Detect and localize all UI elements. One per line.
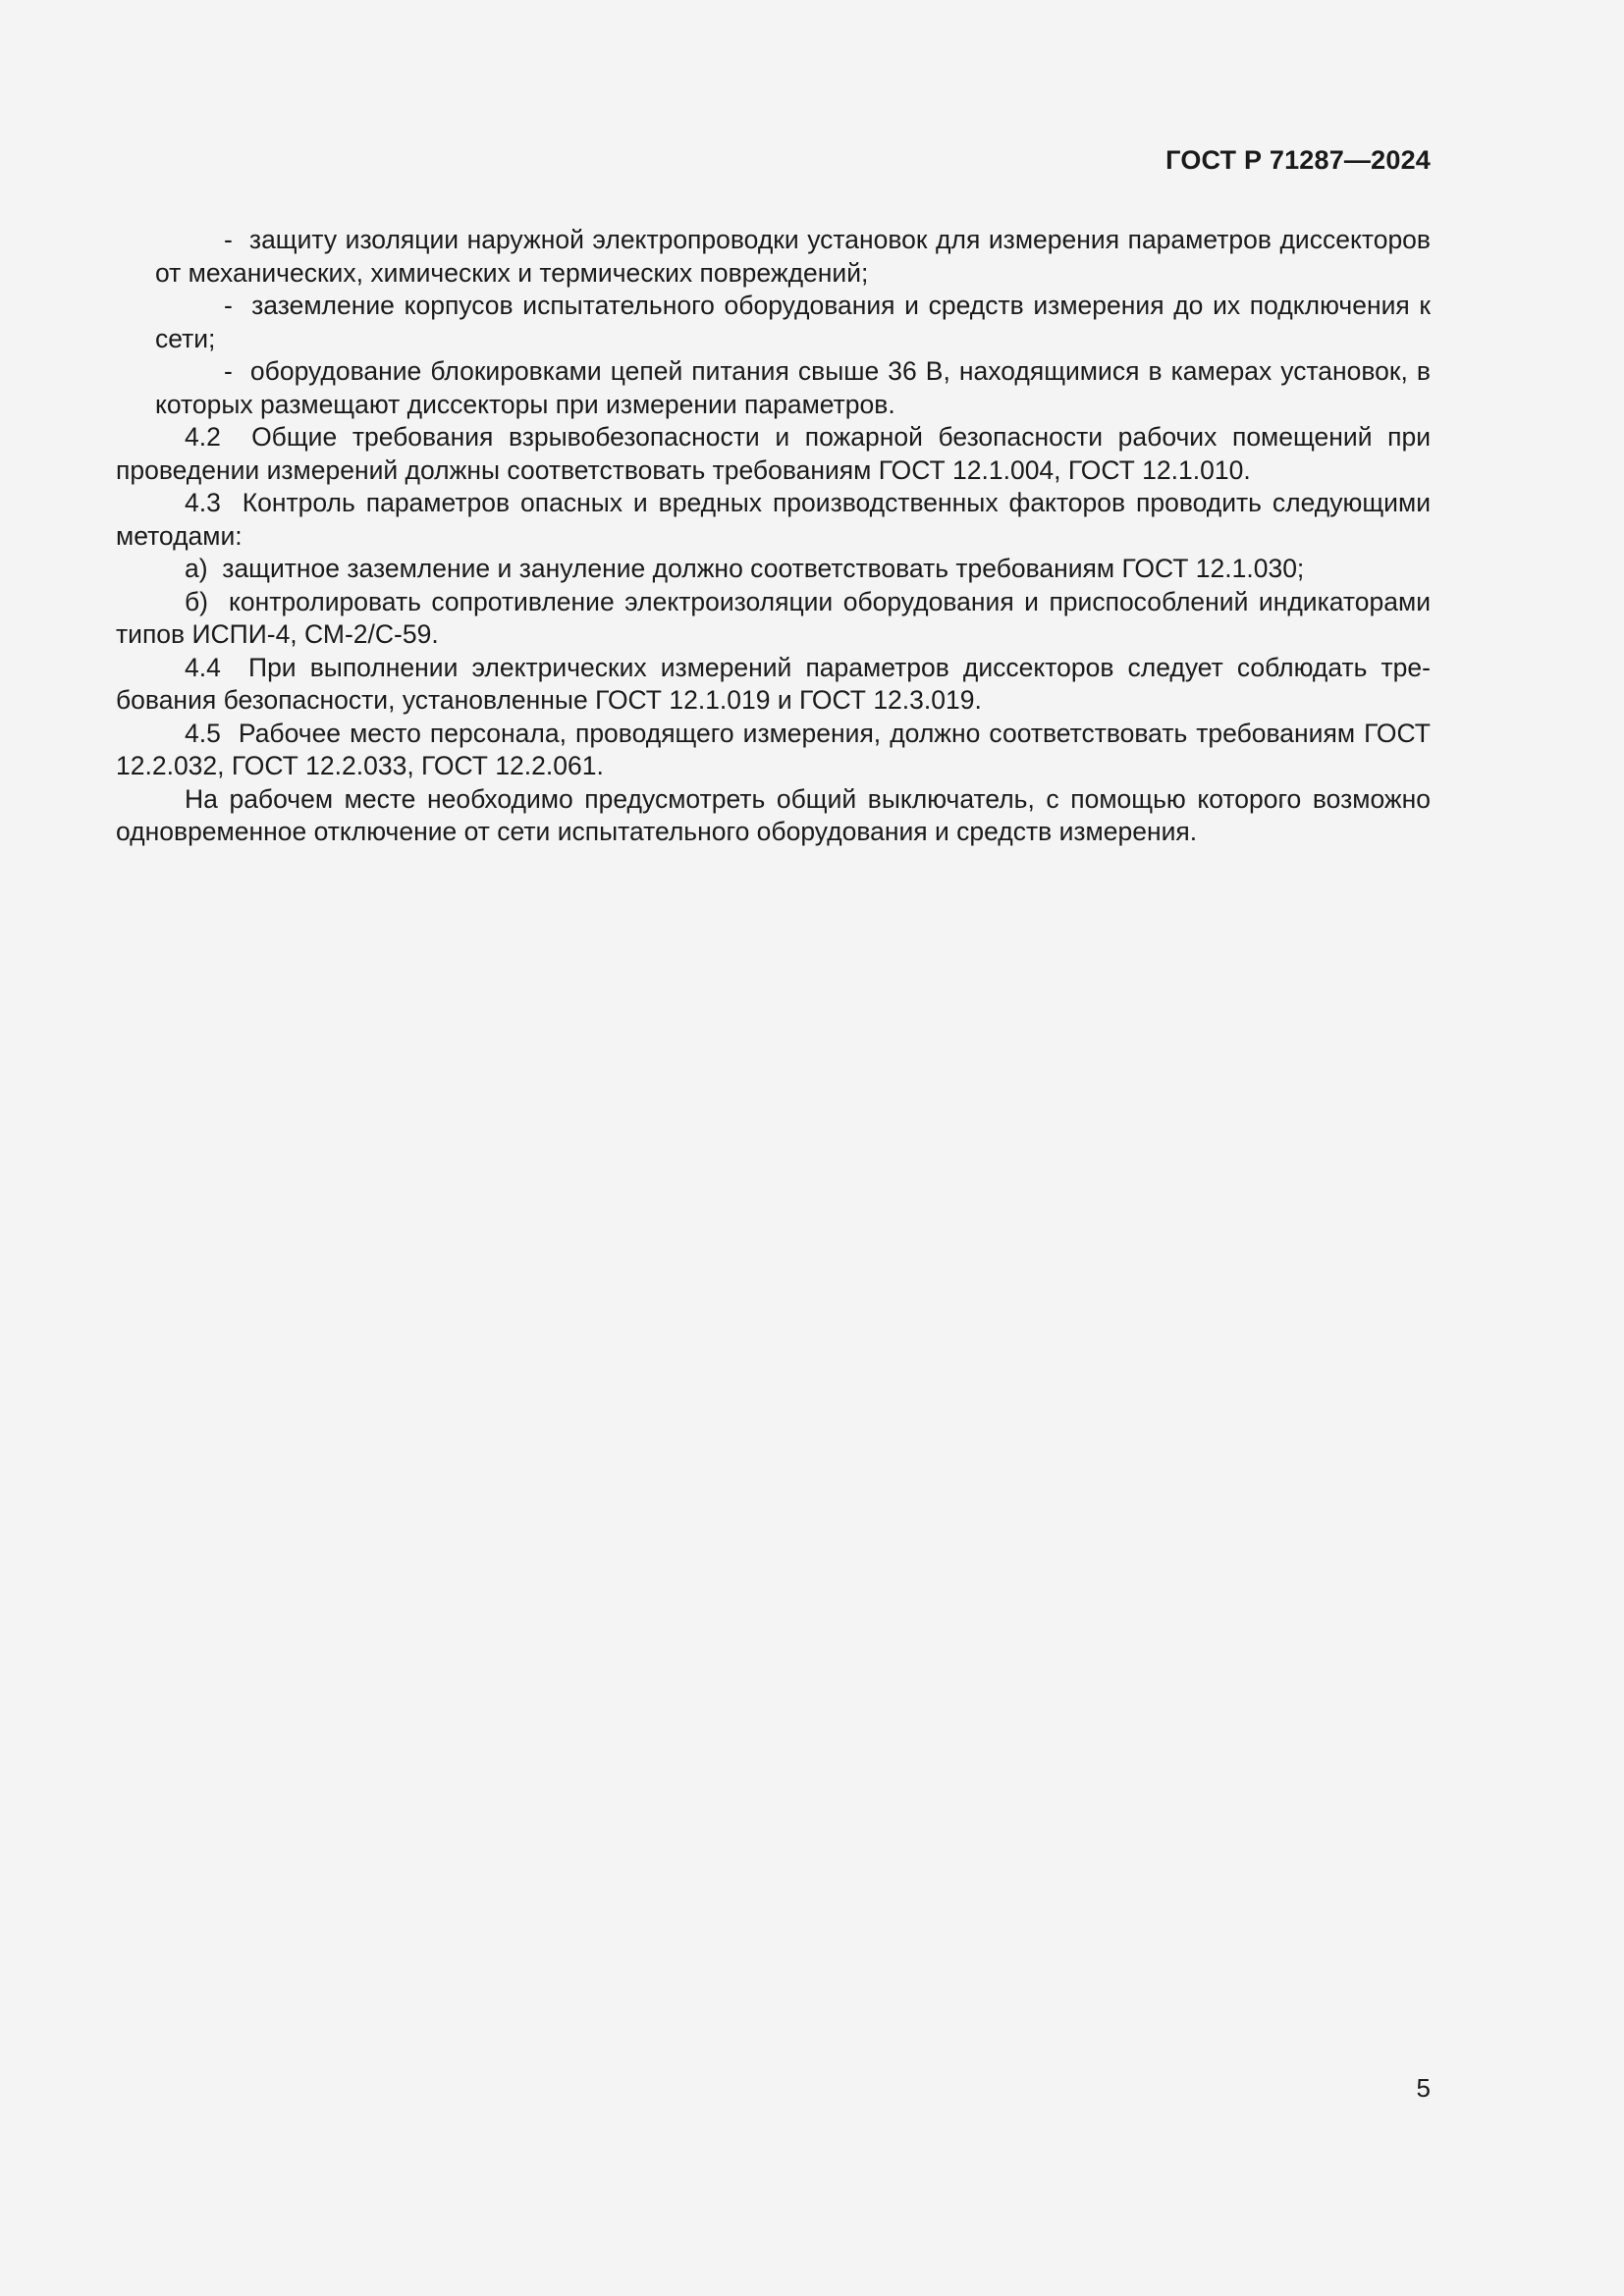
clause-4-2: 4.2 Общие требования взрывобезопасности и пожарной безопасности рабочих помещений при проведении измерений должны соответствовать требованиям ГОСТ 12.1.004, ГОСТ 12.1.010. xyxy=(116,422,1431,485)
bullet-item-interlocks: - оборудование блокировками цепей питания свыше 36 В, находящимися в камерах установок, в которых размещают диссекторы при измерении параметров. xyxy=(155,356,1431,419)
clause-4-3: 4.3 Контроль параметров опасных и вредных производственных факторов проводить следующими методами: xyxy=(116,488,1431,551)
bullet-item-grounding: - заземление корпусов испытательного оборудования и средств измерения до их подключения к сети; xyxy=(155,291,1431,353)
clause-4-5: 4.5 Рабочее место персонала, проводящего измерения, должно соответствовать требованиям ГОСТ 12.2.032, ГОСТ 12.2.033, ГОСТ 12.2.061. xyxy=(116,718,1431,780)
clause-4-3-item-b: б) контролировать сопротивление электроизоляции оборудования и приспособлений индикаторами типов ИСПИ-4, СМ-2/С-59. xyxy=(116,586,1431,649)
clause-4-4: 4.4 При выполнении электрических измерений параметров диссекторов следует соблюдать требования безопасности, установленные ГОСТ 12.1.019 и ГОСТ 12.3.019. xyxy=(116,652,1431,715)
document-body xyxy=(116,224,1431,849)
bullet-item-insulation: - защиту изоляции наружной электропроводки установок для измерения параметров диссекторов от механических, химических и термических повреждений; xyxy=(155,225,1431,288)
page-number: 5 xyxy=(1416,2073,1431,2103)
document-header: ГОСТ Р 71287—2024 xyxy=(1165,145,1431,175)
clause-4-5-continuation: На рабочем месте необходимо предусмотреть общий выключатель, с помощью которого возможно одновременное отключение от сети испытательного оборудования и средств измерения. xyxy=(116,783,1431,846)
clause-4-3-item-a: а) защитное заземление и зануление должно соответствовать требованиям ГОСТ 12.1.030; xyxy=(185,554,1305,583)
